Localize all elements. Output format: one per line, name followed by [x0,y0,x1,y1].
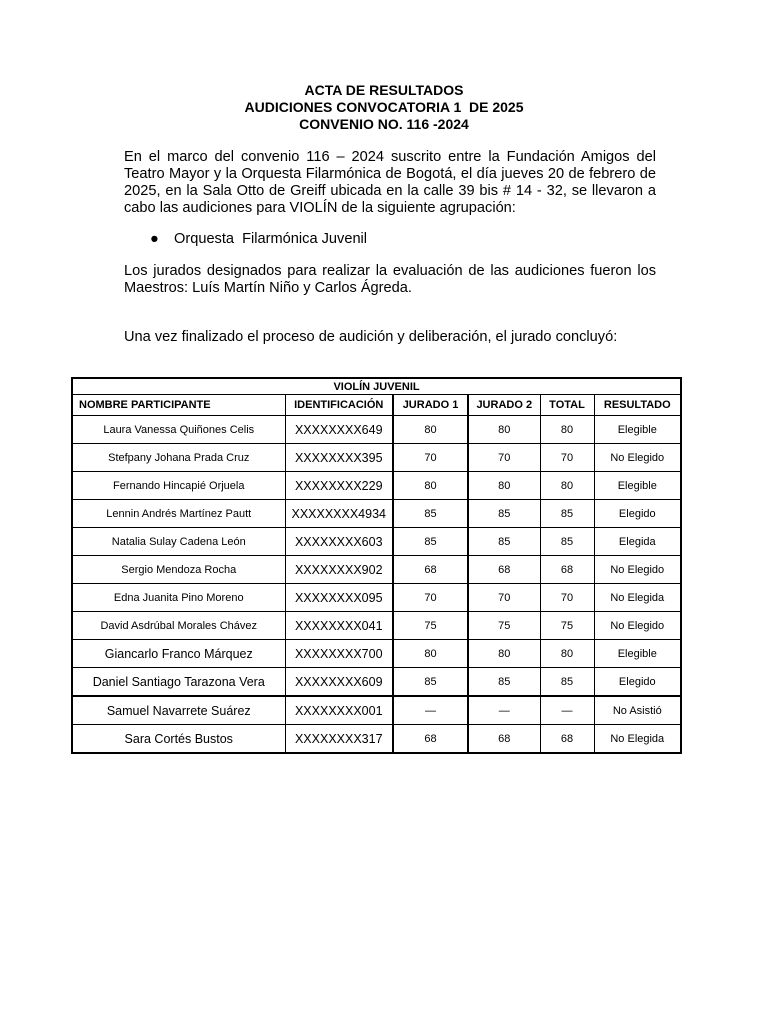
cell-resultado: No Elegida [594,725,681,754]
table-row [72,612,681,640]
cell-total: 70 [540,444,594,472]
table-title-row [72,378,681,395]
cell-identificacion: XXXXXXXX649 [285,416,393,444]
cell-identificacion: XXXXXXXX700 [285,640,393,668]
cell-resultado: Elegible [594,640,681,668]
cell-total: 68 [540,725,594,754]
table-row [72,696,681,725]
header-jurado-2: JURADO 2 [468,395,540,416]
table-row [72,416,681,444]
cell-total: 75 [540,612,594,640]
header-resultado: RESULTADO [594,395,681,416]
cell-identificacion: XXXXXXXX603 [285,528,393,556]
cell-jurado-2: 75 [468,612,540,640]
table-row [72,556,681,584]
bullet-text: Orquesta Filarmónica Juvenil [174,231,368,247]
cell-jurado-1: — [393,696,468,725]
header-name: NOMBRE PARTICIPANTE [72,395,285,416]
table-row [72,528,681,556]
table-row [72,584,681,612]
cell-jurado-1: 80 [393,640,468,668]
table-header-row [72,395,681,416]
cell-jurado-1: 80 [393,472,468,500]
table-row [72,640,681,668]
cell-resultado: Elegible [594,416,681,444]
cell-jurado-2: 85 [468,528,540,556]
cell-resultado: Elegido [594,668,681,697]
heading-line-1: ACTA DE RESULTADOS [304,82,464,98]
table-row [72,668,681,697]
table-title: VIOLÍN JUVENIL [72,378,681,395]
cell-name: Edna Juanita Pino Moreno [72,584,285,612]
cell-jurado-2: 85 [468,500,540,528]
cell-jurado-2: 80 [468,416,540,444]
cell-jurado-1: 85 [393,500,468,528]
table-row [72,472,681,500]
cell-jurado-1: 75 [393,612,468,640]
cell-identificacion: XXXXXXXX902 [285,556,393,584]
cell-identificacion: XXXXXXXX041 [285,612,393,640]
cell-jurado-2: — [468,696,540,725]
cell-jurado-1: 70 [393,444,468,472]
cell-name: Lennin Andrés Martínez Pautt [72,500,285,528]
document-heading [0,82,768,133]
heading-line-3: CONVENIO NO. 116 -2024 [299,116,469,132]
cell-total: 70 [540,584,594,612]
cell-identificacion: XXXXXXXX609 [285,668,393,697]
cell-identificacion: XXXXXXXX395 [285,444,393,472]
cell-name: David Asdrúbal Morales Chávez [72,612,285,640]
cell-identificacion: XXXXXXXX317 [285,725,393,754]
cell-jurado-1: 85 [393,668,468,697]
cell-identificacion: XXXXXXXX095 [285,584,393,612]
cell-resultado: No Elegido [594,444,681,472]
cell-name: Stefpany Johana Prada Cruz [72,444,285,472]
table-row [72,725,681,754]
cell-name: Natalia Sulay Cadena León [72,528,285,556]
cell-jurado-1: 80 [393,416,468,444]
cell-total: — [540,696,594,725]
cell-identificacion: XXXXXXXX4934 [285,500,393,528]
cell-resultado: Elegible [594,472,681,500]
cell-jurado-1: 85 [393,528,468,556]
header-id: IDENTIFICACIÓN [285,395,393,416]
cell-jurado-2: 80 [468,472,540,500]
cell-total: 85 [540,528,594,556]
header-jurado-1: JURADO 1 [393,395,468,416]
cell-jurado-2: 68 [468,725,540,754]
cell-name: Giancarlo Franco Márquez [72,640,285,668]
intro-paragraph: En el marco del convenio 116 – 2024 suscrito entre la Fundación Amigos del Teatro Mayor y la Orquesta Filarmónica de Bogotá, el día jueves 20 de febrero de 2025, en la Sala Otto de Greiff ubicada en la calle 39 bis # 14 - 32, se llevaron a cabo las audiciones para VIOLÍN de la siguiente agrupación: [124,149,656,216]
cell-jurado-1: 70 [393,584,468,612]
cell-jurado-1: 68 [393,556,468,584]
bullet-item [150,231,367,248]
cell-name: Samuel Navarrete Suárez [72,696,285,725]
cell-jurado-2: 80 [468,640,540,668]
conclusion-paragraph: Una vez finalizado el proceso de audición y deliberación, el jurado concluyó: [124,329,618,345]
cell-resultado: Elegida [594,528,681,556]
cell-total: 80 [540,416,594,444]
cell-total: 80 [540,640,594,668]
cell-jurado-2: 68 [468,556,540,584]
heading-line-2: AUDICIONES CONVOCATORIA 1 DE 2025 [244,99,524,115]
header-total: TOTAL [540,395,594,416]
cell-name: Sergio Mendoza Rocha [72,556,285,584]
cell-total: 85 [540,500,594,528]
cell-total: 68 [540,556,594,584]
cell-total: 80 [540,472,594,500]
cell-jurado-2: 85 [468,668,540,697]
cell-total: 85 [540,668,594,697]
bullet-dot-icon: ● [150,231,159,247]
cell-resultado: Elegido [594,500,681,528]
table-row [72,444,681,472]
cell-identificacion: XXXXXXXX229 [285,472,393,500]
cell-name: Sara Cortés Bustos [72,725,285,754]
cell-name: Daniel Santiago Tarazona Vera [72,668,285,697]
table-row [72,500,681,528]
cell-name: Fernando Hincapié Orjuela [72,472,285,500]
results-table [71,377,682,754]
cell-jurado-2: 70 [468,444,540,472]
cell-resultado: No Asistió [594,696,681,725]
cell-jurado-1: 68 [393,725,468,754]
cell-jurado-2: 70 [468,584,540,612]
jury-paragraph: Los jurados designados para realizar la evaluación de las audiciones fueron los Maestros: Luís Martín Niño y Carlos Ágreda. [124,263,656,296]
cell-resultado: No Elegido [594,612,681,640]
cell-identificacion: XXXXXXXX001 [285,696,393,725]
cell-resultado: No Elegido [594,556,681,584]
cell-resultado: No Elegida [594,584,681,612]
cell-name: Laura Vanessa Quiñones Celis [72,416,285,444]
